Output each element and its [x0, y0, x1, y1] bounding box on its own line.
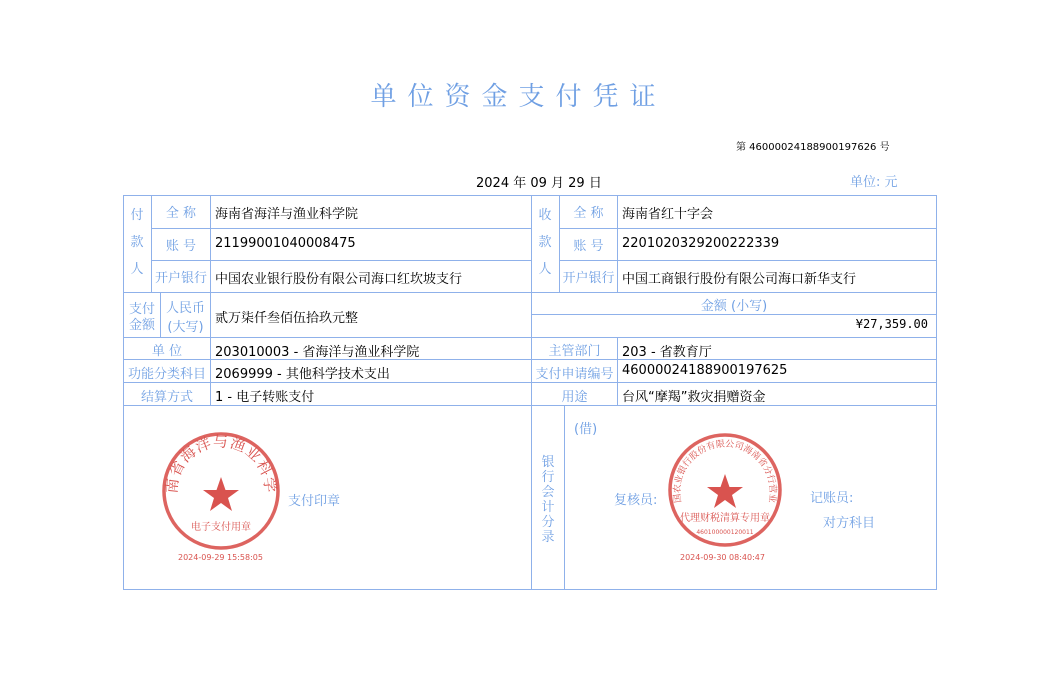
bank-record-char-2: 行 — [541, 470, 555, 485]
reviewer-label: 复核员: — [614, 493, 658, 508]
grid-line — [151, 228, 531, 229]
payer-seal — [160, 430, 282, 552]
dept-value: 203 - 省教育厅 — [622, 345, 712, 360]
dept-label: 主管部门 — [548, 344, 601, 359]
recorder-label: 记账员: — [810, 491, 854, 506]
rmb-label-1: 人民币 — [165, 301, 205, 316]
payer-bank-label: 开户银行 — [154, 271, 207, 286]
document-date: 2024 年 09 月 29 日 — [476, 176, 602, 191]
payee-name: 海南省红十字会 — [622, 207, 714, 222]
apply-value: 46000024188900197625 — [622, 363, 788, 378]
use-value: 台风“摩羯”救灾捐赠资金 — [622, 390, 766, 405]
use-label: 用途 — [561, 390, 588, 405]
bank-seal-code: 460100000120011 — [696, 529, 754, 536]
payer-label-char-1: 付 — [130, 208, 144, 223]
payee-bank: 中国工商银行股份有限公司海口新华支行 — [622, 272, 857, 287]
bank-record-char-1: 银 — [541, 455, 555, 470]
bank-record-char-6: 录 — [541, 530, 555, 545]
grid-line — [531, 314, 937, 315]
unit-value: 203010003 - 省海洋与渔业科学院 — [215, 345, 420, 360]
grid-line — [559, 228, 937, 229]
bank-seal-bottom-text: 代理财税清算专用章 — [680, 513, 770, 524]
grid-line — [559, 260, 937, 261]
serial-number: 第 46000024188900197626 号 — [736, 142, 890, 153]
settle-label: 结算方式 — [140, 390, 193, 405]
payer-name-label: 全 称 — [165, 206, 197, 221]
grid-line — [123, 382, 937, 383]
grid-line — [210, 195, 211, 405]
pay-amount-label-1: 支付 — [128, 302, 155, 317]
bank-seal-date: 2024-09-30 08:40:47 — [680, 553, 765, 562]
payee-label-char-2: 款 — [538, 235, 552, 250]
payer-account: 21199001040008475 — [215, 236, 356, 251]
payer-label-char-2: 款 — [130, 235, 144, 250]
rmb-label-2: (大写) — [167, 320, 204, 335]
payer-seal-graphic — [160, 430, 282, 552]
payer-bank: 中国农业银行股份有限公司海口红坎坡支行 — [215, 272, 463, 287]
func-label: 功能分类科目 — [127, 367, 206, 382]
payer-label-char-3: 人 — [130, 262, 144, 277]
settle-value: 1 - 电子转账支付 — [215, 390, 315, 405]
bank-seal-ring-text: 国农业银行股份有限公司海南省分行营业 — [672, 439, 778, 504]
grid-line — [151, 260, 531, 261]
payee-account: 2201020329200222339 — [622, 236, 780, 251]
bank-record-char-3: 会 — [541, 485, 555, 500]
pay-amount-label-2: 金额 — [128, 318, 155, 333]
payer-seal-date: 2024-09-29 15:58:05 — [178, 553, 263, 562]
payer-name: 海南省海洋与渔业科学院 — [215, 207, 359, 222]
bank-seal — [666, 431, 784, 549]
grid-line — [123, 405, 937, 406]
currency-unit: 单位: 元 — [850, 175, 898, 190]
grid-line — [617, 195, 618, 292]
document-title: 单位资金支付凭证 — [370, 82, 667, 112]
apply-label: 支付申请编号 — [535, 367, 614, 382]
bank-record-char-5: 分 — [541, 515, 555, 530]
func-value: 2069999 - 其他科学技术支出 — [215, 367, 390, 382]
counter-subject-label: 对方科目 — [823, 516, 876, 531]
debit-label: (借) — [574, 422, 598, 437]
grid-line — [564, 405, 565, 590]
bank-record-char-4: 计 — [541, 500, 555, 515]
amount-small-label: 金额 (小写) — [700, 299, 768, 314]
amount-in-words: 贰万柒仟叁佰伍拾玖元整 — [215, 311, 359, 326]
payer-seal-ring-text: 南省海洋与渔业科学 — [162, 432, 280, 495]
payer-account-label: 账 号 — [165, 239, 197, 254]
grid-line — [617, 337, 618, 405]
payee-bank-label: 开户银行 — [562, 271, 615, 286]
payee-name-label: 全 称 — [573, 206, 604, 221]
amount-value: ¥27,359.00 — [855, 317, 928, 331]
bank-seal-graphic — [666, 431, 784, 549]
payee-label-char-1: 收 — [538, 208, 552, 223]
payee-account-label: 账 号 — [573, 239, 604, 254]
grid-line — [123, 337, 937, 338]
payee-label-char-3: 人 — [538, 262, 552, 277]
payer-seal-bottom-text: 电子支付用章 — [191, 522, 251, 533]
grid-line — [123, 292, 937, 293]
unit-label: 单 位 — [151, 344, 183, 359]
pay-seal-label: 支付印章 — [288, 494, 341, 509]
